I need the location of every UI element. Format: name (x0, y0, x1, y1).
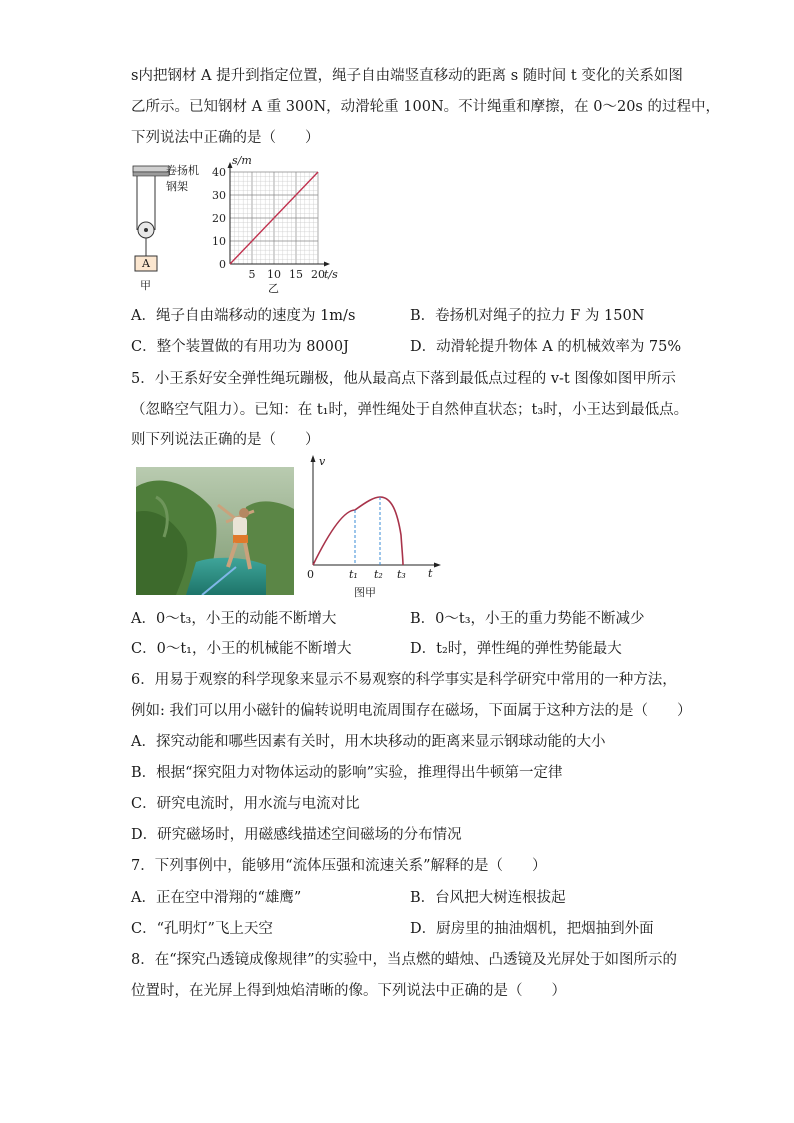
v-axis-arrow (311, 455, 316, 462)
x-axis-arrow (324, 262, 330, 267)
q6-option-b[interactable]: B．根据“探究阻力对物体运动的影响”实验，推理得出牛顿第一定律 (131, 765, 563, 781)
figure-caption: 图甲 (354, 586, 376, 599)
q5-stem-line-2: （忽略空气阻力）。已知：在 t₁时，弹性绳处于自然伸直状态；t₃时，小王达到最低点。 (131, 402, 689, 418)
winch-label: 卷扬机 (166, 164, 199, 177)
figure-jia-caption: 甲 (140, 279, 151, 292)
q7-option-d[interactable]: D．厨房里的抽油烟机，把烟抽到外面 (410, 921, 654, 937)
x-axis-label: t/s (324, 268, 338, 281)
q5-stem-line-1: 5．小王系好安全弹性绳玩蹦极，他从最高点下落到最低点过程的 v-t 图像如图甲所示 (131, 371, 676, 387)
q5-stem-line-3: 则下列说法正确的是（ ） (131, 432, 320, 448)
q5-option-c[interactable]: C．0～t₁，小王的机械能不断增大 (131, 641, 352, 657)
figure-yi-caption: 乙 (268, 282, 279, 295)
q4-stem-line-1: s内把钢材 A 提升到指定位置，绳子自由端竖直移动的距离 s 随时间 t 变化的关系如图 (131, 68, 683, 84)
q6-option-a[interactable]: A．探究动能和哪些因素有关时，用木块移动的距离来显示钢球动能的大小 (131, 734, 606, 750)
t1-label: t₁ (349, 568, 358, 581)
frame-label: 钢架 (166, 180, 188, 193)
q7-option-b[interactable]: B．台风把大树连根拔起 (410, 890, 566, 906)
q7-stem: 7．下列事例中，能够用“流体压强和流速关系”解释的是（ ） (131, 858, 547, 874)
pulley-system-figure (128, 160, 200, 290)
q6-stem-line-2: 例如: 我们可以用小磁针的偏转说明电流周围存在磁场，下面属于这种方法的是（ ） (131, 703, 692, 719)
y-tick-label: 0 (219, 258, 226, 271)
y-tick-label: 20 (212, 212, 226, 225)
winch-body (133, 166, 169, 172)
v-axis-label: v (319, 455, 326, 468)
y-tick-label: 40 (212, 166, 226, 179)
x-tick-label: 15 (289, 268, 303, 281)
t-axis-arrow (434, 563, 441, 568)
bungee-photo (136, 467, 294, 595)
t3-label: t₃ (397, 568, 406, 581)
s-t-chart (208, 156, 348, 296)
q4-option-d[interactable]: D．动滑轮提升物体 A 的机械效率为 75% (410, 339, 682, 355)
q4-stem-line-3: 下列说法中正确的是（ ） (131, 130, 320, 146)
t2-label: t₂ (374, 568, 383, 581)
velocity-curve (313, 497, 403, 565)
steel-frame-beam (133, 172, 169, 176)
x-tick-label: 20 (311, 268, 325, 281)
x-tick-label: 5 (248, 268, 256, 281)
q4-option-a[interactable]: A．绳子自由端移动的速度为 1m/s (131, 308, 356, 324)
q5-option-a[interactable]: A．0～t₃，小王的动能不断增大 (131, 611, 337, 627)
q4-option-c[interactable]: C．整个装置做的有用功为 8000J (131, 339, 349, 355)
pulley-axle (144, 228, 148, 232)
q5-option-d[interactable]: D．t₂时，弹性绳的弹性势能最大 (410, 641, 622, 657)
q6-option-d[interactable]: D．研究磁场时，用磁感线描述空间磁场的分布情况 (131, 827, 462, 843)
v-t-graph (300, 450, 445, 600)
q4-stem-line-2: 乙所示。已知钢材 A 重 300N，动滑轮重 100N。不计绳重和摩擦，在 0～20s 的过程中， (131, 99, 720, 115)
q6-option-c[interactable]: C．研究电流时，用水流与电流对比 (131, 796, 360, 812)
q6-stem-line-1: 6．用易于观察的科学现象来显示不易观察的科学事实是科学研究中常用的一种方法， (131, 672, 677, 688)
y-axis-label: s/m (232, 156, 252, 167)
q4-option-b[interactable]: B．卷扬机对绳子的拉力 F 为 150N (410, 308, 645, 324)
q8-stem-line-2: 位置时，在光屏上得到烛焰清晰的像。下列说法中正确的是（ ） (131, 983, 566, 999)
x-tick-label: 10 (267, 268, 281, 281)
t-axis-label: t (428, 567, 433, 580)
q5-option-b[interactable]: B．0～t₃，小王的重力势能不断减少 (410, 611, 645, 627)
y-tick-label: 30 (212, 189, 226, 202)
origin-label: 0 (307, 568, 314, 581)
load-label: A (142, 257, 150, 270)
y-tick-label: 10 (212, 235, 226, 248)
q7-option-c[interactable]: C．“孔明灯”飞上天空 (131, 921, 273, 937)
q8-stem-line-1: 8．在“探究凸透镜成像规律”的实验中，当点燃的蜡烛、凸透镜及光屏处于如图所示的 (131, 952, 678, 968)
q7-option-a[interactable]: A．正在空中滑翔的“雄鹰” (131, 890, 302, 906)
